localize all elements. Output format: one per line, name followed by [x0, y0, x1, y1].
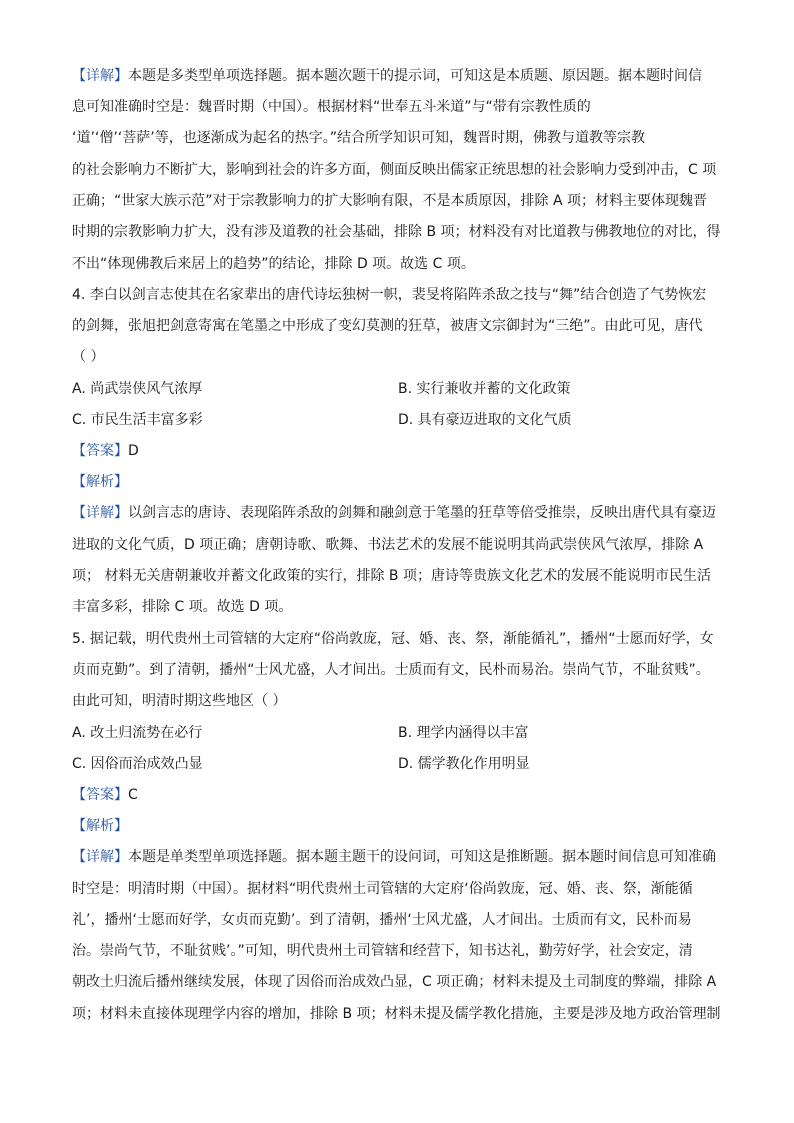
q5-option-b: B. 理学内涵得以丰富	[398, 725, 529, 741]
q5-detail-line-6: 项；材料未直接体现理学内容的增加，排除 B 项；材料未提及儒学教化措施，主要是涉及地方政治管理制	[72, 1006, 721, 1022]
q4-detail-line-1: 【详解】以剑言志的唐诗、表现陷阵杀敌的剑舞和融剑意于笔墨的狂草等倍受推崇，反映出唐代具有豪迈	[72, 505, 716, 521]
q5-option-c: C. 因俗而治成效凸显	[72, 756, 203, 772]
q3-detail-line-7: 不出“体现佛教后来居上的趋势”的结论，排除 D 项。故选 C 项。	[72, 256, 475, 272]
q5-detail-line-2: 时空是：明清时期（中国）。据材料“明代贵州土司管辖的大定府‘俗尚敦庞，冠、婚、丧、祭，渐能循	[72, 881, 693, 897]
q3-detail-line-5: 正确；“世家大族示范”对于宗教影响力的扩大影响有限，不是本质原因，排除 A 项；材料主要体现魏晋	[72, 193, 707, 209]
q5-stem-line-1: 5. 据记载，明代贵州土司管辖的大定府“俗尚敦庞，冠、婚、丧、祭，渐能循礼”，播州“士愿而好学，女	[72, 631, 714, 647]
q5-detail-line-1: 【详解】本题是单类型单项选择题。据本题主题干的设问词，可知这是推断题。据本题时间信息可知准确	[72, 849, 716, 865]
q4-detail-line-4: 丰富多彩，排除 C 项。故选 D 项。	[72, 599, 293, 615]
q4-detail-line-2: 进取的文化气质，D 项正确；唐朝诗歌、歌舞、书法艺术的发展不能说明其尚武崇侠风气浓厚，排除 A	[72, 537, 704, 553]
q5-stem-line-2: 贞而克勤”。到了清朝，播州“士风尤盛，人才间出。士质而有文，民朴而易治。崇尚气节，不耻贫贱”。	[72, 662, 710, 678]
q4-option-b: B. 实行兼收并蓄的文化政策	[398, 381, 571, 397]
q4-answer: 【答案】D	[72, 443, 139, 459]
q4-option-a: A. 尚武崇侠风气浓厚	[72, 381, 203, 397]
q5-analysis-label: 【解析】	[72, 818, 128, 834]
q5-answer: 【答案】C	[72, 787, 138, 803]
q4-stem-line-2: 的剑舞，张旭把剑意寄寓在笔墨之中形成了变幻莫测的狂草，被唐文宗御封为“三绝”。由此可见，唐代	[72, 318, 703, 334]
q5-detail-line-5: 朝改土归流后播州继续发展，体现了因俗而治成效凸显，C 项正确；材料未提及土司制度的弊端，排除 A	[72, 974, 717, 990]
q5-stem-line-3: 由此可知，明清时期这些地区（ ）	[72, 693, 287, 709]
q5-option-a: A. 改土归流势在必行	[72, 725, 203, 741]
q3-detail-line-2: 息可知准确时空是：魏晋时期（中国）。根据材料“世奉五斗米道”与“带有宗教性质的	[72, 99, 591, 115]
q3-detail-line-4: 的社会影响力不断扩大，影响到社会的许多方面，侧面反映出儒家正统思想的社会影响力受到冲击，C 项	[72, 162, 717, 178]
q5-detail-line-4: 治。崇尚气节，不耻贫贱’。”可知，明代贵州土司管辖和经营下，知书达礼，勤劳好学，社会安定，清	[72, 943, 693, 959]
q4-detail-line-3: 项； 材料无关唐朝兼收并蓄文化政策的实行，排除 B 项；唐诗等贵族文化艺术的发展不能说明市民生活	[72, 568, 711, 584]
q5-detail-line-3: 礼’，播州‘士愿而好学，女贞而克勤’。到了清朝，播州‘士风尤盛，人才间出。士质而有文，民朴而易	[72, 912, 692, 928]
q4-option-d: D. 具有豪迈进取的文化气质	[398, 412, 572, 428]
q4-option-c: C. 市民生活丰富多彩	[72, 412, 203, 428]
q4-stem-line-1: 4. 李白以剑言志使其在名家辈出的唐代诗坛独树一帜，裴旻将陷阵杀敌之技与“舞”结合创造了气势恢宏	[72, 287, 707, 303]
q3-detail-line-3: ‘道’‘僧’‘菩萨’等，也逐渐成为起名的热字。”结合所学知识可知，魏晋时期，佛教与道教等宗教	[72, 130, 645, 146]
q4-stem-line-3: （ ）	[72, 349, 105, 365]
q4-analysis-label: 【解析】	[72, 474, 128, 490]
q3-detail-line-6: 时期的宗教影响力扩大，没有涉及道教的社会基础，排除 B 项；材料没有对比道教与佛教地位的对比，得	[72, 224, 721, 240]
q5-option-d: D. 儒学教化作用明显	[398, 756, 530, 772]
q3-detail-line-1: 【详解】本题是多类型单项选择题。据本题次题干的提示词，可知这是本质题、原因题。据本题时间信	[72, 68, 702, 84]
